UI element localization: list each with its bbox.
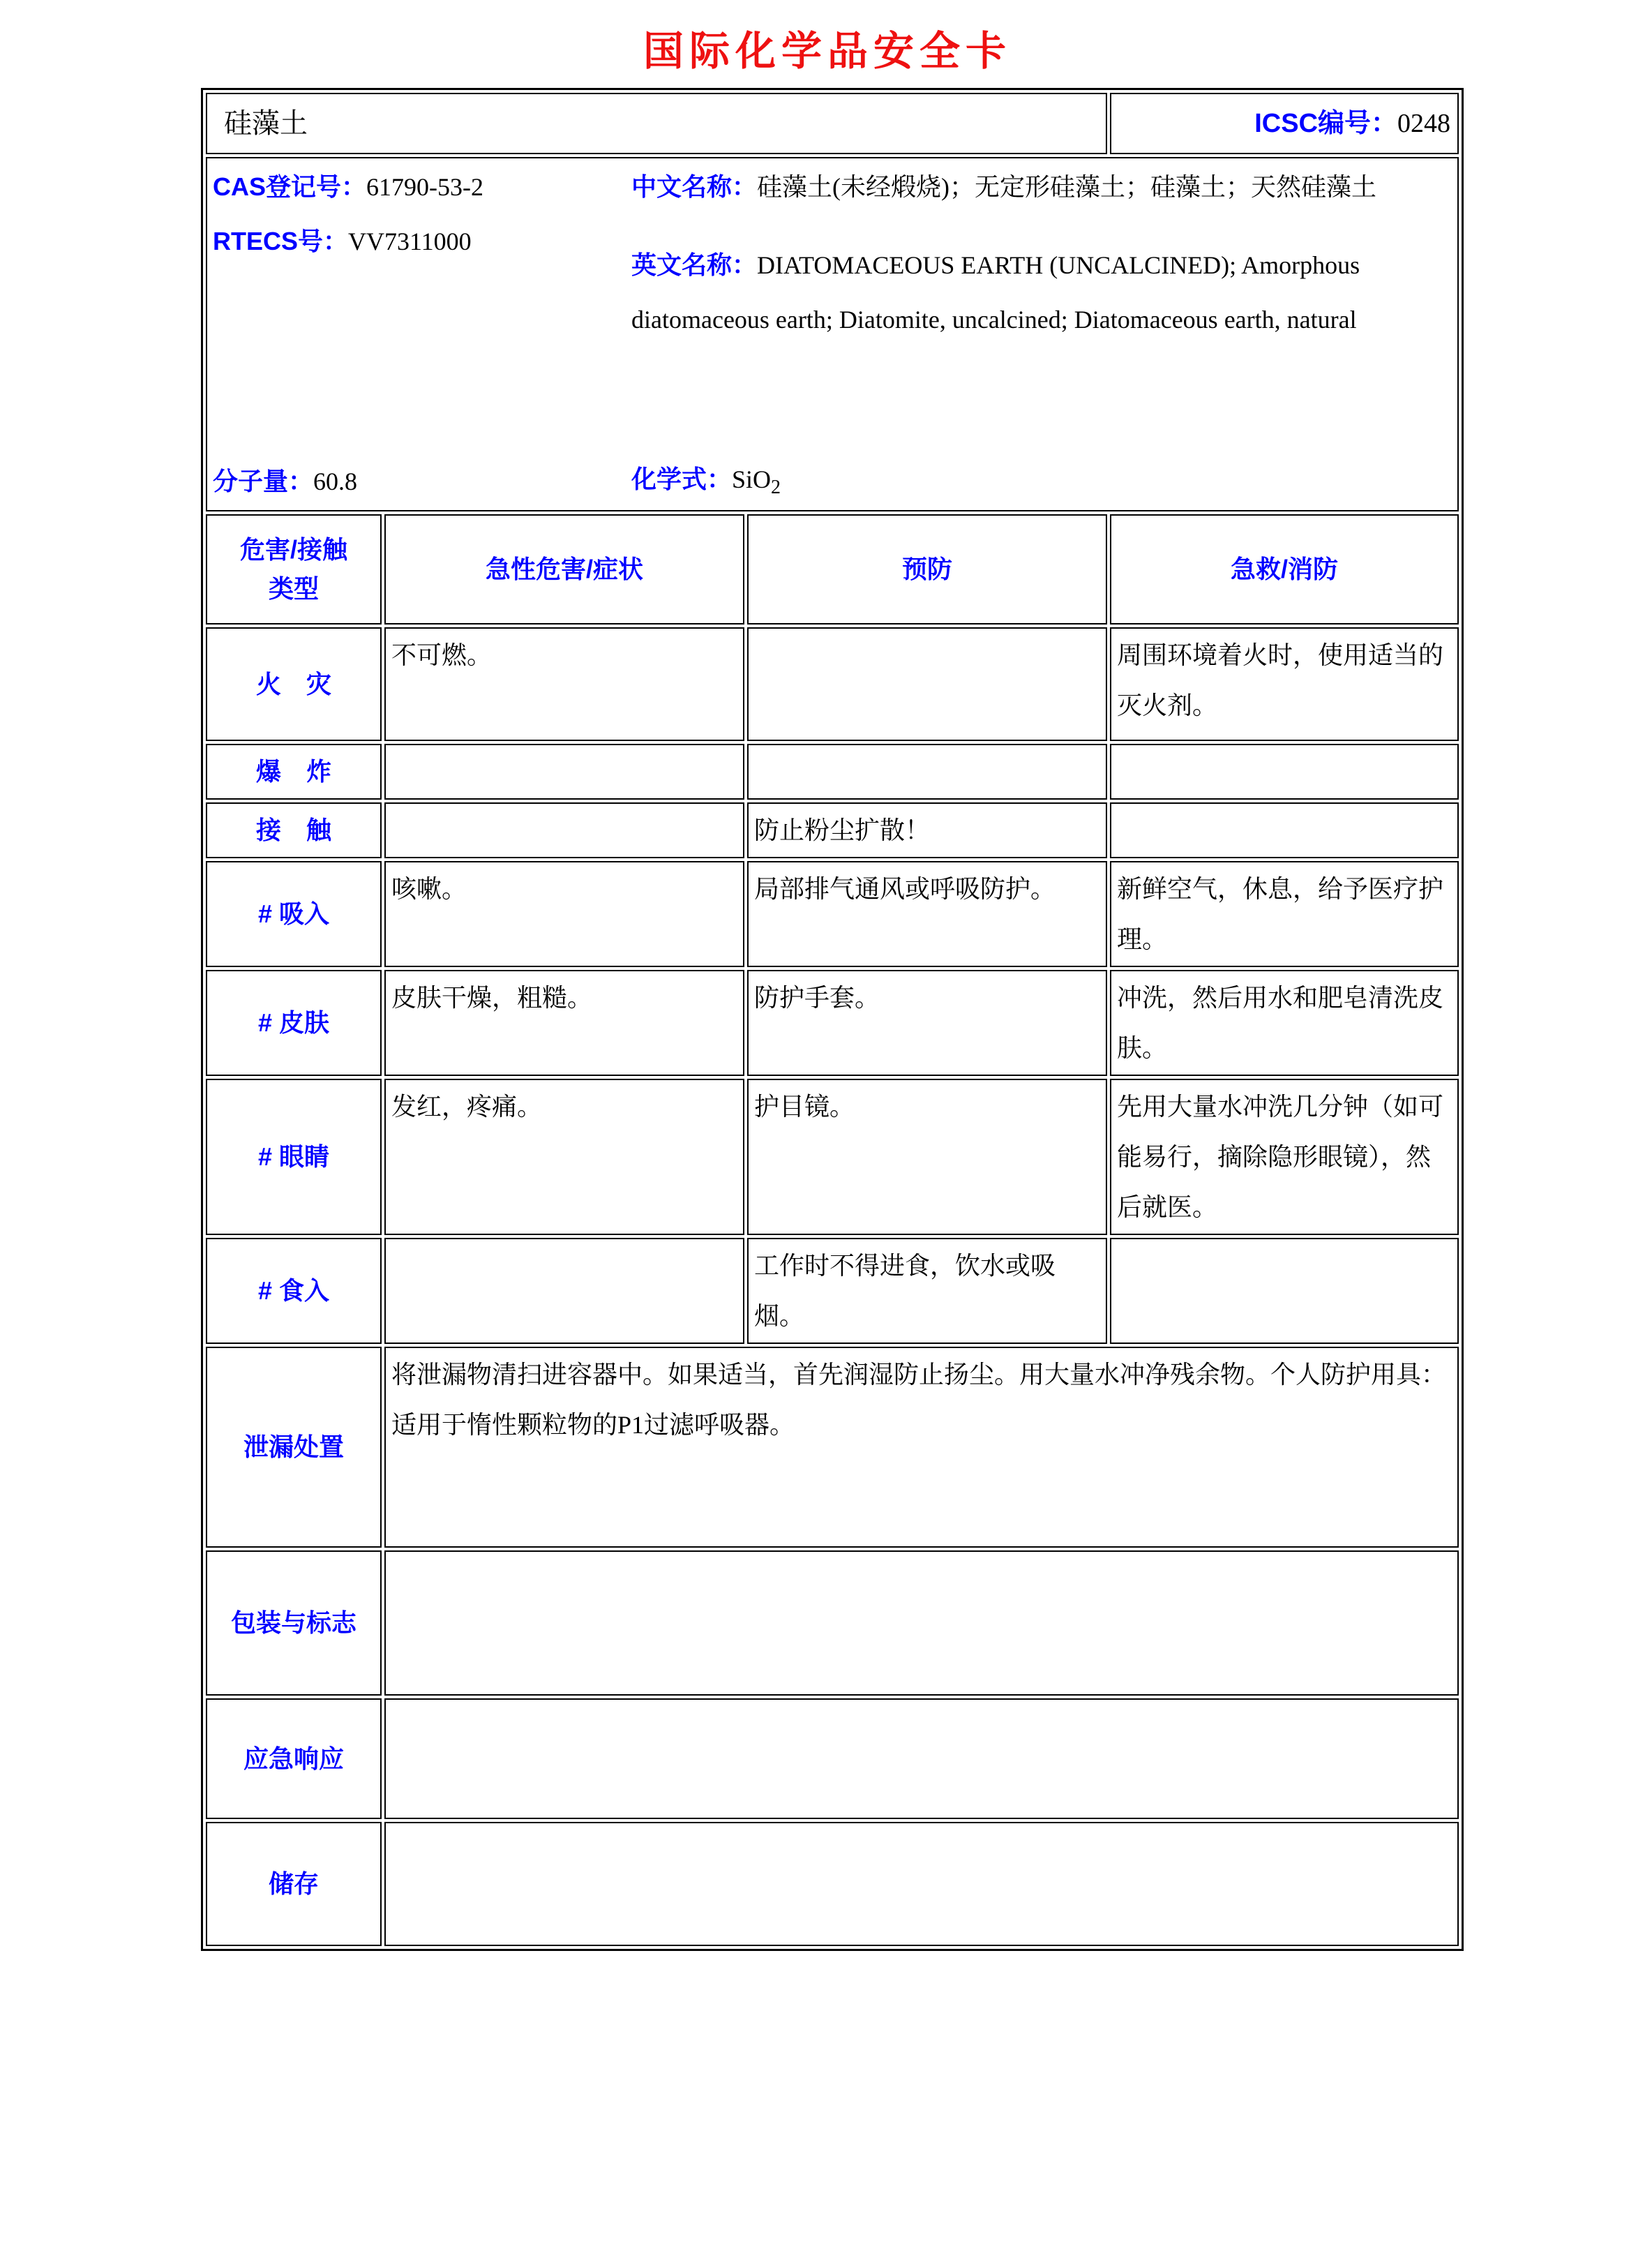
packaging-content	[384, 1550, 1459, 1696]
chinese-name-value: 硅藻土(未经煅烧)；无定形硅藻土；硅藻土；天然硅藻土	[757, 173, 1376, 201]
english-name-line	[631, 238, 1452, 347]
storage-content	[384, 1822, 1459, 1946]
hazard-header-row	[206, 514, 1459, 625]
english-name-value: DIATOMACEOUS EARTH (UNCALCINED); Amorphous diatomaceous earth; Diatomite, uncalcined; Diatomaceous earth, natural	[631, 251, 1360, 334]
ingestion-symptoms	[384, 1238, 744, 1344]
storage-label: 储存	[206, 1822, 382, 1946]
explosion-label: 爆 炸	[206, 744, 382, 800]
header-hazard-type-line2: 类型	[268, 574, 319, 603]
molecular-weight-line	[213, 454, 631, 509]
hazard-row-fire	[206, 627, 1459, 741]
fire-symptoms: 不可燃。	[384, 627, 744, 741]
skin-prevention: 防护手套。	[747, 970, 1107, 1076]
icsc-number-cell	[1110, 93, 1459, 154]
packaging-label: 包装与标志	[206, 1550, 382, 1696]
info-right-column	[631, 160, 1452, 509]
section-row-spillage	[206, 1347, 1459, 1548]
english-name-label: 英文名称：	[631, 250, 758, 280]
hazard-row-inhalation	[206, 861, 1459, 967]
header-hazard-type	[206, 514, 382, 625]
formula-base: SiO	[732, 465, 772, 493]
header-hazard-type-line1: 危害/接触	[239, 535, 347, 564]
spillage-label: 泄漏处置	[206, 1347, 382, 1548]
eyes-firstaid: 先用大量水冲洗几分钟（如可能易行，摘除隐形眼镜），然后就医。	[1110, 1079, 1459, 1235]
cas-label: CAS登记号：	[213, 172, 367, 201]
chemical-name: 硅藻土	[206, 93, 1107, 154]
ingestion-label: # 食入	[206, 1238, 382, 1344]
emergency-content	[384, 1698, 1459, 1819]
molecular-weight-value: 60.8	[313, 467, 358, 495]
page-title: 国际化学品安全卡	[643, 29, 1012, 74]
formula-subscript: 2	[771, 476, 781, 498]
info-cell	[206, 157, 1459, 511]
explosion-symptoms	[384, 744, 744, 800]
info-left-column	[213, 160, 631, 509]
chinese-name-label: 中文名称：	[631, 172, 758, 201]
fire-firstaid: 周围环境着火时，使用适当的灭火剂。	[1110, 627, 1459, 741]
ingestion-prevention: 工作时不得进食，饮水或吸烟。	[747, 1238, 1107, 1344]
skin-firstaid: 冲洗，然后用水和肥皂清洗皮肤。	[1110, 970, 1459, 1076]
info-row	[206, 157, 1459, 511]
hazard-row-exposure	[206, 802, 1459, 858]
exposure-prevention: 防止粉尘扩散！	[747, 802, 1107, 858]
inhalation-prevention: 局部排气通风或呼吸防护。	[747, 861, 1107, 967]
section-row-packaging	[206, 1550, 1459, 1696]
explosion-firstaid	[1110, 744, 1459, 800]
spacer	[213, 269, 631, 454]
hazard-row-ingestion	[206, 1238, 1459, 1344]
explosion-prevention	[747, 744, 1107, 800]
exposure-symptoms	[384, 802, 744, 858]
header-prevention: 预防	[747, 514, 1107, 625]
emergency-label: 应急响应	[206, 1698, 382, 1819]
fire-label: 火 灾	[206, 627, 382, 741]
cas-value: 61790-53-2	[366, 173, 483, 201]
formula-line	[631, 452, 1452, 509]
inhalation-symptoms: 咳嗽。	[384, 861, 744, 967]
molecular-weight-label: 分子量：	[213, 466, 314, 495]
header-symptoms: 急性危害/症状	[384, 514, 744, 625]
section-row-storage	[206, 1822, 1459, 1946]
inhalation-firstaid: 新鲜空气，休息，给予医疗护理。	[1110, 861, 1459, 967]
hazard-row-eyes	[206, 1079, 1459, 1235]
info-layout	[213, 160, 1452, 509]
rtecs-value: VV7311000	[348, 227, 472, 256]
exposure-firstaid	[1110, 802, 1459, 858]
eyes-symptoms: 发红，疼痛。	[384, 1079, 744, 1235]
hazard-row-explosion	[206, 744, 1459, 800]
cas-line	[213, 160, 631, 214]
name-row	[206, 93, 1459, 154]
skin-symptoms: 皮肤干燥，粗糙。	[384, 970, 744, 1076]
formula-label: 化学式：	[631, 464, 733, 493]
eyes-prevention: 护目镜。	[747, 1079, 1107, 1235]
fire-prevention	[747, 627, 1107, 741]
spacer	[631, 347, 1452, 451]
ingestion-firstaid	[1110, 1238, 1459, 1344]
inhalation-label: # 吸入	[206, 861, 382, 967]
chinese-name-line	[631, 160, 1452, 214]
rtecs-label: RTECS号：	[213, 227, 349, 256]
rtecs-line	[213, 214, 631, 269]
exposure-label: 接 触	[206, 802, 382, 858]
icsc-number: 0248	[1397, 109, 1451, 138]
skin-label: # 皮肤	[206, 970, 382, 1076]
eyes-label: # 眼睛	[206, 1079, 382, 1235]
hazard-row-skin	[206, 970, 1459, 1076]
spillage-content: 将泄漏物清扫进容器中。如果适当，首先润湿防止扬尘。用大量水冲净残余物。个人防护用具：适用于惰性颗粒物的P1过滤呼吸器。	[384, 1347, 1459, 1548]
section-row-emergency	[206, 1698, 1459, 1819]
safety-card-table	[201, 88, 1464, 1951]
header-firstaid: 急救/消防	[1110, 514, 1459, 625]
icsc-label: ICSC编号：	[1254, 109, 1398, 138]
